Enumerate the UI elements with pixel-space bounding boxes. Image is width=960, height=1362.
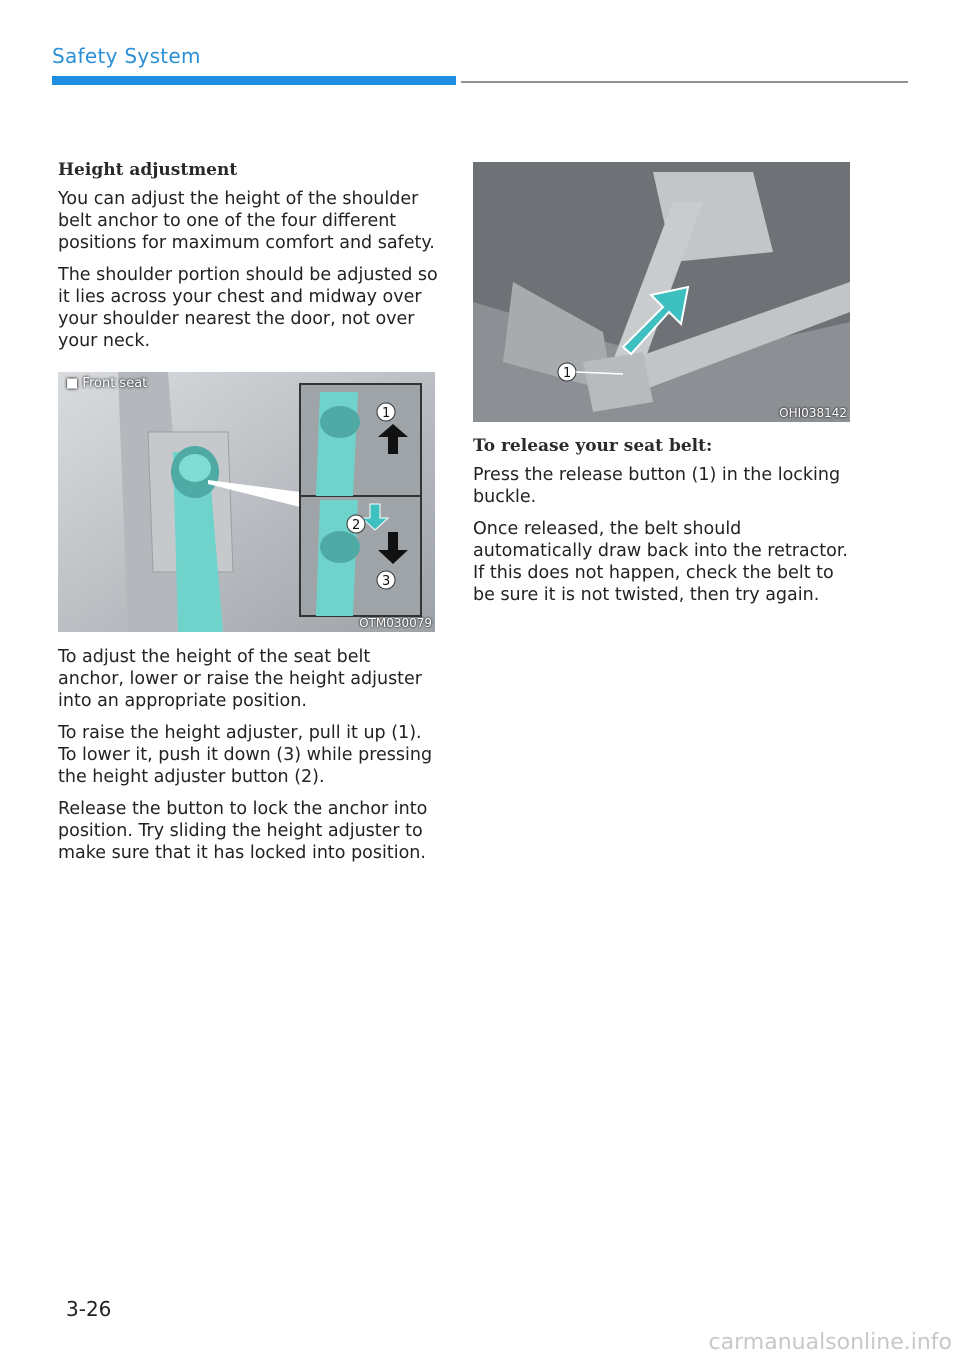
figure-caption: ■ Front seat: [66, 376, 148, 391]
section-title: Safety System: [52, 44, 201, 68]
paragraph: You can adjust the height of the shoulder belt anchor to one of the four different positions for maximum comfort and safety.: [58, 189, 435, 253]
paragraph: To adjust the height of the seat belt anchor, lower or raise the height adjuster into an appropriate position.: [58, 647, 423, 711]
callout-2: 2: [352, 518, 361, 533]
height-adjuster-illustration: [58, 372, 435, 632]
right-column: [473, 162, 853, 616]
paragraph: Once released, the belt should automatically draw back into the retractor. If this does not happen, check the belt to be sure it is not twisted, then try again.: [473, 519, 848, 605]
header-rule: [461, 81, 908, 83]
header-accent-bar: [52, 76, 456, 85]
paragraph: To raise the height adjuster, pull it up (1). To lower it, push it down (3) while pressing the height adjuster button (2).: [58, 723, 433, 787]
figure-code: OHI038142: [779, 406, 847, 420]
left-column: [58, 160, 438, 874]
paragraph: Press the release button (1) in the locking buckle.: [473, 465, 841, 507]
paragraph: The shoulder portion should be adjusted so it lies across your chest and midway over your shoulder nearest the door, not over your neck.: [58, 265, 438, 351]
page-number: 3-26: [66, 1297, 112, 1321]
release-seat-belt-heading: To release your seat belt:: [473, 436, 713, 456]
callout-3: 3: [382, 574, 391, 589]
seat-belt-release-illustration: [473, 162, 850, 422]
paragraph: Release the button to lock the anchor into position. Try sliding the height adjuster to make sure that it has locked into position.: [58, 799, 428, 863]
height-adjustment-heading: Height adjustment: [58, 160, 238, 180]
callout-1: 1: [382, 406, 391, 421]
figure-code: OTM030079: [359, 616, 432, 630]
callout-1: 1: [563, 366, 572, 381]
watermark: carmanualsonline.info: [708, 1330, 952, 1355]
